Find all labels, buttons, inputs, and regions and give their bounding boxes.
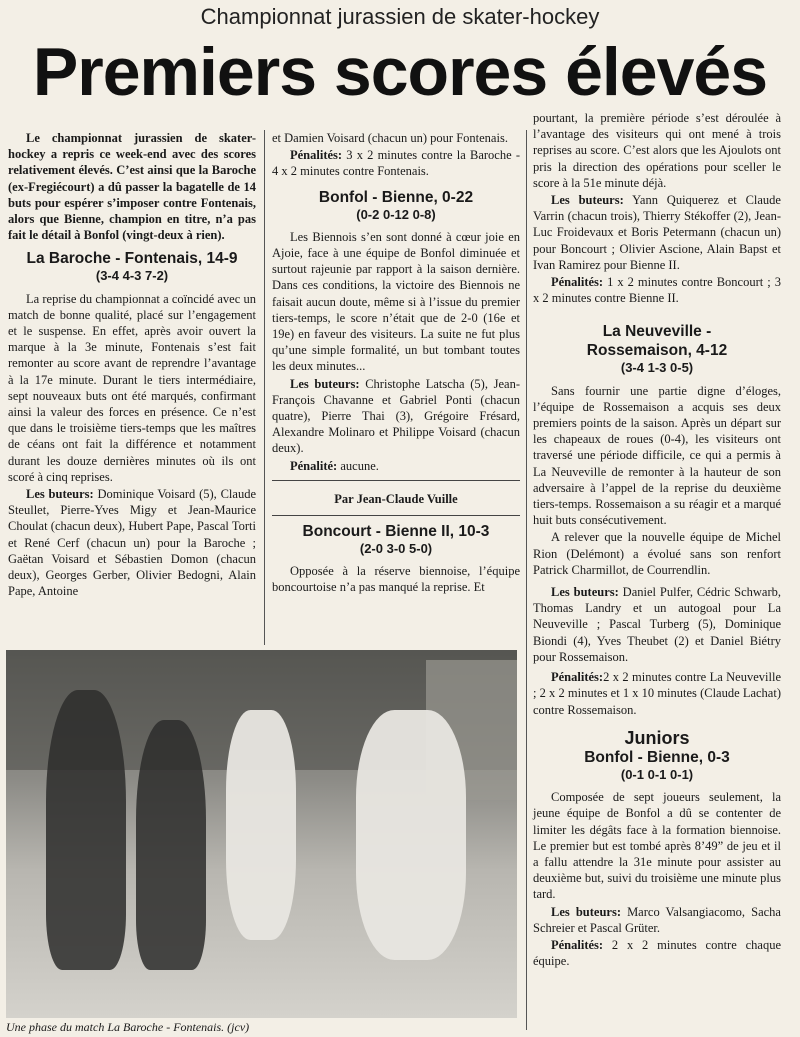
divider <box>272 480 520 481</box>
penalites-text: 1 x 2 minutes contre Boncourt ; 3 x 2 minutes contre Bienne II. <box>533 275 781 306</box>
penalites-paragraph <box>533 274 781 306</box>
player-figure <box>226 710 296 940</box>
penalites-paragraph <box>272 147 520 179</box>
penalites-text: 3 x 2 minutes contre la Baroche - 4 x 2 minutes contre Fontenais. <box>272 148 520 179</box>
buteurs-label: Les buteurs: <box>551 585 619 600</box>
penalites-label: Pénalités: <box>551 670 604 685</box>
juniors-heading: Juniors <box>624 727 690 748</box>
buteurs-label: Les buteurs: <box>26 487 94 502</box>
buteurs-text: Marco Valsangiacomo, Sacha Schreier et Pascal Grüter. <box>533 904 781 935</box>
match-title-juniors: Bonfol - Bienne, 0-3 <box>584 748 730 766</box>
headline: Premiers scores élevés <box>32 34 768 110</box>
buteurs-paragraph <box>272 376 520 457</box>
article-paragraph: La reprise du championnat a coïncidé avec un match de bonne qualité, placé sur l’engagement et le suspense. En effet, après avoir ouvert la marque à la 3e minute, Fontenais s’est fait remonter au score avant de reprendre l’avantage à la 17e minute. Durant le tiers intermédiaire, sept nouveaux buts ont été marqués, confirmant ainsi la valeur des forces en présence. Ce n’est que dans le troisième tiers-temps que les maîtres de céans ont fait la différence et notamment durant les douze dernières minutes où ils ont scoré à cinq reprises. <box>8 291 256 484</box>
match-score-juniors: (0-1 0-1 0-1) <box>620 766 694 782</box>
match-title-line-2: Rossemaison, 4-12 <box>586 342 728 360</box>
match-score-baroche-fontenais: (3-4 4-3 7-2) <box>95 268 169 284</box>
player-figure <box>136 720 206 970</box>
penalites-paragraph <box>272 458 520 474</box>
column-1 <box>8 130 256 600</box>
match-title-baroche-fontenais: La Baroche - Fontenais, 14-9 <box>26 250 238 268</box>
match-title-line-1: La Neuveville - <box>602 323 712 341</box>
penalites-label: Pénalités: <box>290 148 343 163</box>
goalkeeper-figure <box>356 710 466 960</box>
continuation-paragraph: pourtant, la première période s’est déroulée à l’avantage des visiteurs qui ont mené à trois reprises au score. C’est alors que les Ajoulots ont pris la direction des opérations pour sceller le score à la 51e minute déjà. <box>533 111 781 190</box>
buteurs-text: Daniel Pulfer, Cédric Schwarb, Thomas Landry et un autogoal pour La Neuveville ; Pascal Turberg (5), Dominique Biondi (4), Yves Theubet (2) et Daniel Biétry pour Rossemaison. <box>533 585 781 664</box>
penalites-label: Pénalité: <box>290 458 338 473</box>
column-divider <box>264 130 265 645</box>
match-score-bonfol-bienne: (0-2 0-12 0-8) <box>356 206 436 222</box>
buteurs-text: Christophe Latscha (5), Jean-François Chavanne et Gabriel Ponti (chacun quatre), Pierre Thai (3), Grégoire Frésard, Alexandre Molinaro et Philippe Voisard (chacun deux). <box>272 376 520 456</box>
buteurs-text: Dominique Voisard (5), Claude Steullet, Pierre-Yves Migy et Jean-Maurice Choulat (chacun deux), Hubert Pape, Pascal Torti et René Cerf (chacun un) pour la Baroche ; Gaëtan Voisard et Sébastien Domon (chacun deux), Georges Gerber, Olivier Bedogni, Alain Pape, Antoine <box>8 487 256 599</box>
continuation-paragraph: et Damien Voisard (chacun un) pour Fontenais. <box>272 131 508 145</box>
article-paragraph: Opposée à la réserve biennoise, l’équipe boncourtoise n’a pas manqué la reprise. Et <box>272 564 520 595</box>
match-photo <box>6 650 517 1018</box>
byline: Par Jean-Claude Vuille <box>334 491 458 506</box>
penalites-paragraph <box>533 669 781 718</box>
match-title-neuveville-rossemaison <box>533 322 781 360</box>
match-score-boncourt-bienne-ii: (2-0 3-0 5-0) <box>359 541 433 557</box>
article-paragraph: Les Biennois s’en sont donné à cœur joie en Ajoie, face à une équipe de Bonfol diminuée et surtout rajeunie par rapport à la saison dernière. Dans ces conditions, la victoire des Biennois ne faisait aucun doute, même si à l’issue du premier tiers-temps, le score n’était que de 2-0 (16e et 19e) en faveur des visiteurs. La suite ne fut plus qu’une simple formalité, un but tombant toutes les deux minutes... <box>272 229 520 374</box>
penalites-label: Pénalités: <box>551 275 604 290</box>
article-paragraph: Sans fournir une partie digne d’éloges, l’équipe de Rossemaison a acquis ses deux premiers points de la saison. Après un départ sur les chapeaux de roues (0-4), les visiteurs ont traversé une période difficile, ce qui a permis à La Neuveville de remonter à la hauteur de son adversaire à l’appel de la reprise du deuxième tiers-temps. Rossemaison a su réagir et a marqué huit buts consécutivement. <box>533 383 781 528</box>
penalites-text: 2 x 2 minutes contre La Neuveville ; 2 x 2 minutes et 1 x 10 minutes (Claude Lachat) contre Rossemaison. <box>533 670 781 717</box>
penalites-paragraph <box>533 937 781 969</box>
buteurs-paragraph <box>533 904 781 936</box>
buteurs-label: Les buteurs: <box>551 904 621 919</box>
divider <box>272 515 520 516</box>
column-divider <box>526 130 527 1030</box>
buteurs-label: Les buteurs: <box>551 193 624 208</box>
buteurs-label: Les buteurs: <box>290 376 360 391</box>
buteurs-text: Yann Quiquerez et Claude Varrin (chacun trois), Thierry Stékoffer (2), Jean-Luc Froidevaux et Boris Petermann (chacun un) pour Boncourt ; Olivier Ascione, Alain Bapst et Ivan Ramirez pour Bienne II. <box>533 193 781 272</box>
penalites-text: aucune. <box>337 458 379 473</box>
buteurs-paragraph <box>533 192 781 273</box>
buteurs-paragraph <box>533 584 781 665</box>
player-figure <box>46 690 126 970</box>
column-2 <box>272 130 520 597</box>
match-title-bonfol-bienne: Bonfol - Bienne, 0-22 <box>318 188 474 206</box>
penalites-label: Pénalités: <box>551 937 604 952</box>
article-paragraph: A relever que la nouvelle équipe de Michel Rion (Delémont) a évolué sans son renfort Patrick Charmillot, de Courrendlin. <box>533 530 781 577</box>
column-3 <box>533 110 781 970</box>
match-score-neuveville-rossemaison: (3-4 1-3 0-5) <box>620 360 694 376</box>
buteurs-paragraph <box>8 486 256 599</box>
penalites-text: 2 x 2 minutes contre chaque équipe. <box>533 937 781 969</box>
kicker: Championnat jurassien de skater-hockey <box>200 4 600 29</box>
match-title-boncourt-bienne-ii: Boncourt - Bienne II, 10-3 <box>302 523 490 541</box>
photo-caption: Une phase du match La Baroche - Fontenais. (jcv) <box>6 1020 250 1034</box>
article-paragraph: Composée de sept joueurs seulement, la jeune équipe de Bonfol a dû se contenter de limiter les dégâts face à la formation biennoise. Le premier but est tombé après 8’49” de jeu et il a fallu attendre la 31e minute pour assister au deuxième but, suivi du troisième une minute plus tard. <box>533 790 781 902</box>
lead-paragraph: Le championnat jurassien de skater-hockey a repris ce week-end avec des scores relativement élevés. C’est ainsi que la Baroche (ex-Fregiécourt) a dû passer la bagatelle de 14 buts pour espérer s’imposer contre Fontenais, alors que Bienne, champion en titre, n’a pas fait le détail à Bonfol (vingt-deux à rien). <box>8 131 256 243</box>
